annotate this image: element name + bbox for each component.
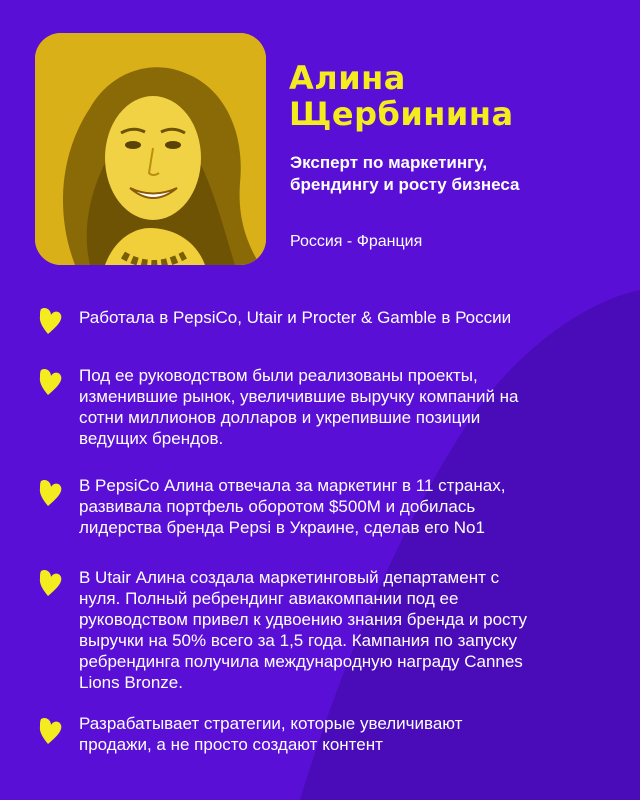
- subtitle-line: брендингу и росту бизнеса: [290, 175, 520, 194]
- location-text: Россия - Франция: [290, 233, 423, 250]
- heart-bullet-icon: [37, 568, 63, 598]
- list-item-text: В Utair Алина создала маркетинговый департамент с: [79, 568, 500, 587]
- heart-bullet-icon: [37, 367, 63, 397]
- heart-bullet-icon: [37, 306, 63, 336]
- list-item-text: продажи, а не просто создают контент: [79, 735, 383, 754]
- list-item-text: руководством привел к удвоению знания бренда и росту: [79, 610, 528, 629]
- list-item-text: лидерства бренда Pepsi в Украине, сделав его No1: [79, 518, 485, 537]
- list-item-text: ведущих брендов.: [79, 429, 224, 448]
- name-last: Щербинина: [289, 95, 514, 133]
- name-first: Алина: [289, 59, 406, 97]
- list-item-text: выручки на 50% всего за 1,5 года. Кампания по запуску: [79, 631, 517, 650]
- list-item-text: Работала в PepsiCo, Utair и Procter & Gamble в России: [79, 308, 512, 327]
- list-item-text: Под ее руководством были реализованы проекты,: [79, 366, 478, 385]
- list-item-text: Разрабатывает стратегии, которые увеличивают: [79, 714, 463, 733]
- list-item-text: ребрендинга получила международную награду Cannes: [79, 652, 523, 671]
- list-item-text: Lions Bronze.: [79, 673, 183, 692]
- list-item-text: нуля. Полный ребрендинг авиакомпании под ее: [79, 589, 459, 608]
- subtitle-line: Эксперт по маркетингу,: [290, 153, 488, 172]
- heart-bullet-icon: [37, 716, 63, 746]
- heart-bullet-icon: [37, 478, 63, 508]
- list-item-text: сотни миллионов долларов и укрепившие позиции: [79, 408, 481, 427]
- list-item-text: развивала портфель оборотом $500M и добилась: [79, 497, 476, 516]
- list-item-text: изменившие рынок, увеличившие выручку компаний на: [79, 387, 519, 406]
- list-item-text: В PepsiCo Алина отвечала за маркетинг в 11 странах,: [79, 476, 506, 495]
